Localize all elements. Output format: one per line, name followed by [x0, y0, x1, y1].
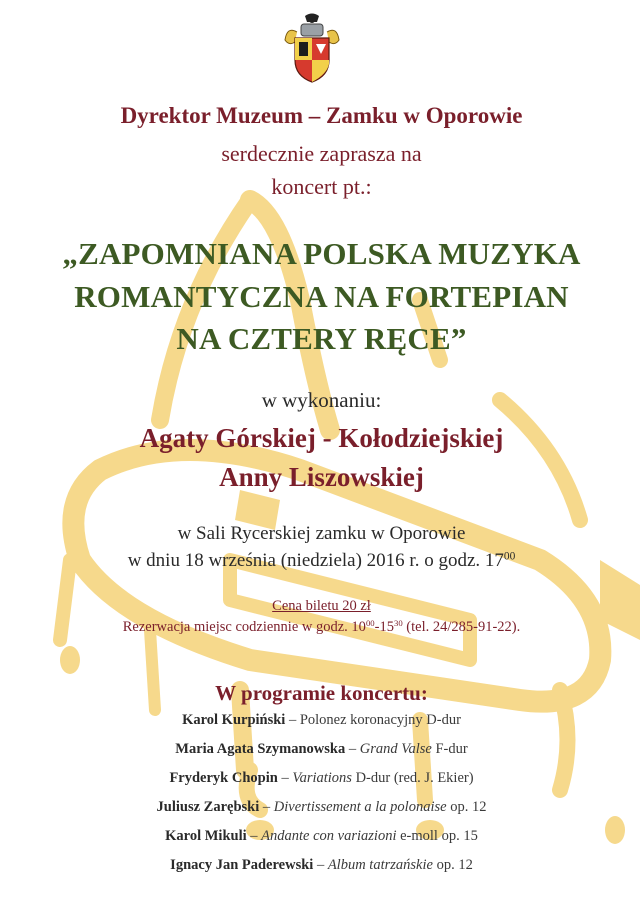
programme-separator: –: [259, 799, 274, 815]
venue-line: w Sali Rycerskiej zamku w Oporowie: [177, 523, 466, 544]
ticket-price-text: Cena biletu 20 zł: [272, 598, 371, 614]
programme-work-details: op. 12: [432, 857, 473, 873]
concert-title-line-1: „ZAPOMNIANA POLSKA MUZYKA: [62, 236, 581, 271]
ticket-price: [0, 598, 643, 615]
programme-work-details: e-moll op. 15: [396, 828, 478, 844]
programme-composer: Juliusz Zarębski: [156, 799, 260, 815]
programme-item: [0, 857, 643, 874]
concert-title-line-3: NA CZTERY RĘCE”: [176, 321, 467, 356]
programme-work-title: Divertissement a la polonaise: [273, 799, 447, 815]
programme-separator: –: [285, 712, 300, 728]
programme-work-details: D-dur (red. J. Ekier): [351, 770, 474, 786]
programme-item: [0, 799, 643, 816]
organizer-line: Dyrektor Muzeum – Zamku w Oporowie: [120, 103, 523, 128]
invite-line-1: serdecznie zaprasza na: [221, 141, 422, 166]
programme-composer: Fryderyk Chopin: [169, 770, 278, 786]
programme-composer: Ignacy Jan Paderewski: [170, 857, 314, 873]
programme-work-details: Polonez koronacyjny D-dur: [299, 712, 461, 728]
performers-intro: w wykonaniu:: [261, 388, 382, 412]
reservation-line: [0, 619, 643, 636]
programme-work-title: Album tatrzańskie: [327, 857, 433, 873]
programme-separator: –: [345, 741, 360, 757]
reservation-sup-1: 00: [365, 618, 375, 629]
programme-composer: Maria Agata Szymanowska: [175, 741, 346, 757]
programme-work-title: Variations: [292, 770, 352, 786]
programme-work-details: F-dur: [431, 741, 468, 757]
programme-work-title: Andante con variazioni: [261, 828, 397, 844]
reservation-text: Rezerwacja miejsc codziennie w godz. 10: [122, 619, 366, 635]
programme-composer: Karol Kurpiński: [182, 712, 286, 728]
performer-name-1: Agaty Górskiej - Kołodziejskiej: [139, 423, 504, 453]
reservation-mid: -15: [374, 619, 394, 635]
concert-title-line-2: ROMANTYCZNA NA FORTEPIAN: [74, 279, 569, 314]
programme-composer: Karol Mikuli: [165, 828, 247, 844]
programme-item: [0, 828, 643, 845]
programme-work-details: op. 12: [446, 799, 487, 815]
programme-work-title: Grand Valse: [359, 741, 432, 757]
coat-of-arms-icon: [283, 12, 341, 84]
programme-separator: –: [313, 857, 328, 873]
programme-heading: W programie koncertu:: [215, 681, 428, 705]
programme-separator: –: [246, 828, 262, 844]
performer-name-2: Anny Liszowskiej: [219, 462, 424, 492]
date-line: [0, 550, 643, 572]
programme-item: [0, 741, 643, 758]
programme-separator: –: [277, 770, 293, 786]
reservation-sup-2: 30: [393, 618, 403, 629]
date-text: w dniu 18 września (niedziela) 2016 r. o godz. 17: [127, 550, 504, 571]
programme-item: [0, 712, 643, 729]
invite-line-2: koncert pt.:: [271, 174, 372, 199]
programme-item: [0, 770, 643, 787]
reservation-phone: (tel. 24/285-91-22).: [402, 619, 521, 635]
time-superscript: 00: [503, 550, 516, 563]
